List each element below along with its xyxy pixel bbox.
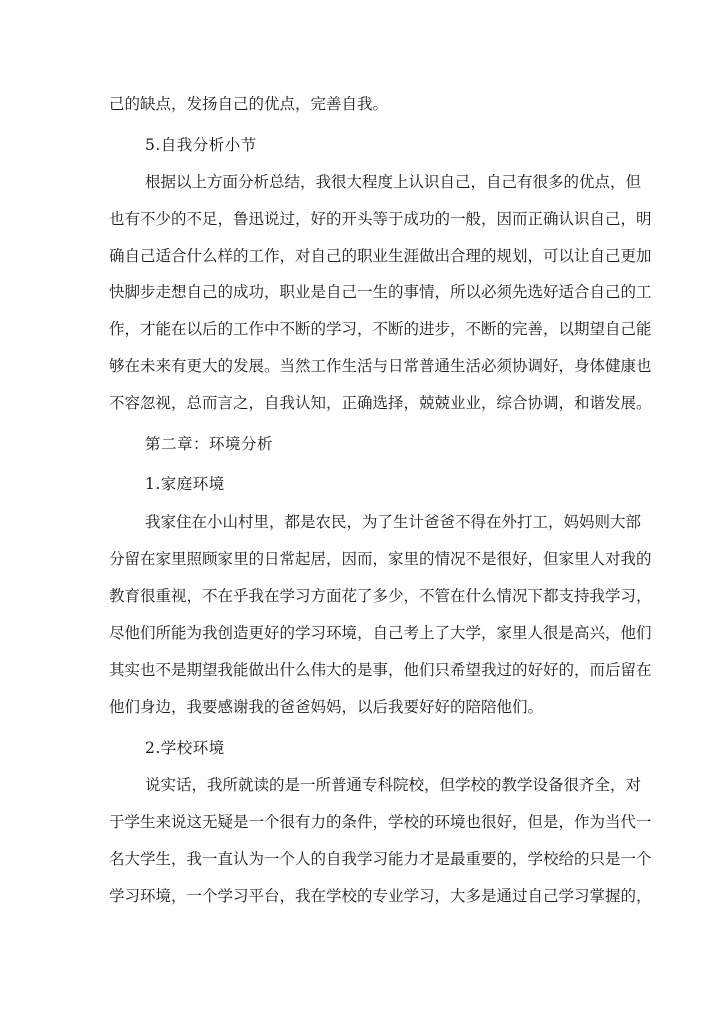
paragraph-line: 也有不少的不足，鲁迅说过，好的开头等于成功的一般，因而正确认识自己，明 [109, 210, 652, 228]
paragraph-line: 分留在家里照顾家里的日常起居，因而，家里的情况不是很好，但家里人对我的 [109, 550, 652, 568]
paragraph-line: 名大学生，我一直认为一个人的自我学习能力才是最重要的，学校给的只是一个 [109, 850, 652, 868]
section-heading: 2.学校环境 [145, 739, 225, 757]
paragraph-line: 于学生来说这无疑是一个很有力的条件，学校的环境也很好，但是，作为当代一 [109, 813, 652, 831]
paragraph-line: 不容忽视，总而言之，自我认知，正确选择，兢兢业业，综合协调，和谐发展。 [109, 394, 652, 412]
section-heading: 1.家庭环境 [145, 475, 225, 493]
paragraph-line: 学习环境，一个学习平台，我在学校的专业学习，大多是通过自己学习掌握的， [109, 887, 652, 905]
paragraph-line: 作，才能在以后的工作中不断的学习，不断的进步，不断的完善，以期望自己能 [109, 320, 652, 338]
paragraph-line: 教育很重视，不在乎我在学习方面花了多少，不管在什么情况下都支持我学习， [109, 587, 652, 605]
paragraph-line: 根据以上方面分析总结，我很大程度上认识自己，自己有很多的优点，但 [145, 173, 642, 191]
paragraph-line: 其实也不是期望我能做出什么伟大的是事，他们只希望我过的好好的，而后留在 [109, 661, 652, 679]
paragraph-line: 我家住在小山村里，都是农民，为了生计爸爸不得在外打工，妈妈则大部 [145, 513, 642, 531]
paragraph-line: 己的缺点，发扬自己的优点，完善自我。 [109, 95, 389, 113]
section-heading: 5.自我分析小节 [145, 136, 257, 154]
paragraph-line: 快脚步走想自己的成功，职业是自己一生的事情，所以必须先选好适合自己的工 [109, 283, 652, 301]
paragraph-line: 尽他们所能为我创造更好的学习环境，自己考上了大学，家里人很是高兴，他们 [109, 624, 652, 642]
paragraph-line: 确自己适合什么样的工作，对自己的职业生涯做出合理的规划，可以让自己更加 [109, 247, 652, 265]
paragraph-line: 他们身边，我要感谢我的爸爸妈妈，以后我要好好的陪陪他们。 [109, 698, 544, 716]
paragraph-line: 够在未来有更大的发展。当然工作生活与日常普通生活必须协调好，身体健康也 [109, 357, 652, 375]
paragraph-line: 说实话，我所就读的是一所普通专科院校，但学校的教学设备很齐全，对 [145, 776, 642, 794]
chapter-heading: 第二章：环境分析 [145, 435, 274, 453]
